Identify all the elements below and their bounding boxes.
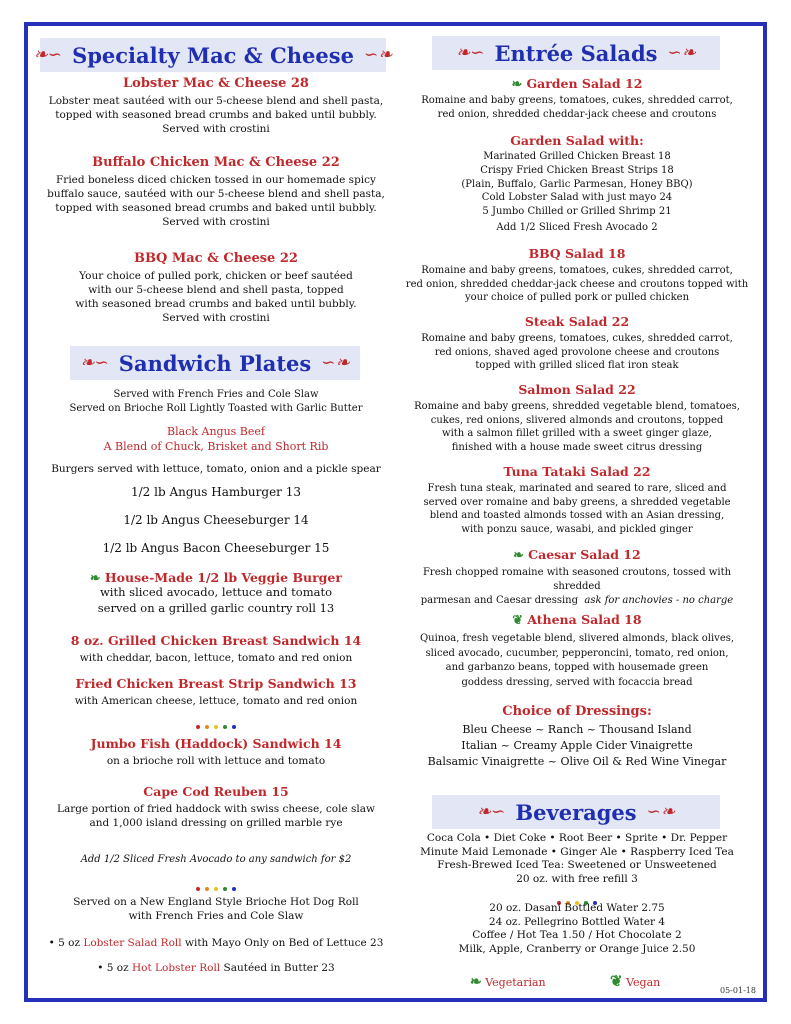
bbq-mac-title: BBQ Mac & Cheese 22 xyxy=(134,251,298,266)
legend-vegetarian: ❧ Vegetarian xyxy=(470,974,546,990)
swirl-ornament-icon: ❧∽ xyxy=(456,43,485,63)
swirl-ornament-icon: ❧∽ xyxy=(80,353,109,373)
salmon-salad-title: Salmon Salad 22 xyxy=(518,382,636,397)
swirl-ornament-icon: ❧∽ xyxy=(476,802,506,822)
tuna-salad-desc: Fresh tuna steak, marinated and seared to rare, sliced and served over romaine and baby greens, a shredded vegetable blend and toasted almonds tossed with an Asian dressing, with ponzu sauce, wasabi, and pickled ginger xyxy=(423,483,731,535)
steak-salad-desc: Romaine and baby greens, tomatoes, cukes, shredded carrot, red onions, shaved aged provolone cheese and croutons topped with grilled sliced flat iron steak xyxy=(421,333,733,371)
athena-salad-title: ❦ Athena Salad 18 xyxy=(512,612,642,627)
black-angus-note: Black Angus Beef A Blend of Chuck, Brisket and Short Rib xyxy=(103,425,329,453)
buffalo-mac-desc: Fried boneless diced chicken tossed in our homemade spicy buffalo sauce, sautéed with our 5-cheese blend and shell pasta, topped with seasoned bread crumbs and baked until bubbly. Served with crostini xyxy=(47,174,385,228)
grilled-chicken-desc: with cheddar, bacon, lettuce, tomato and red onion xyxy=(79,652,353,664)
hotdog-roll-note: Served on a New England Style Brioche Hot Dog Roll with French Fries and Cole Slaw xyxy=(73,896,359,922)
menu-date: 05-01-18 xyxy=(720,986,756,995)
bbq-mac-desc: Your choice of pulled pork, chicken or beef sautéed with our 5-cheese blend and shell pasta, topped with seasoned bread crumbs and baked until bubbly. Served with crostini xyxy=(75,270,357,324)
dots-divider-icon xyxy=(36,716,396,735)
burger-1: 1/2 lb Angus Hamburger 13 xyxy=(131,485,301,499)
fried-chicken-desc: with American cheese, lettuce, tomato and red onion xyxy=(74,695,358,707)
bbq-salad-desc: Romaine and baby greens, tomatoes, cukes, shredded carrot, red onion, shredded cheddar-jack cheese and croutons topped with your choice of pulled pork or pulled chicken xyxy=(405,265,749,303)
reuben-desc: Large portion of fried haddock with swiss cheese, cole slaw and 1,000 island dressing on grilled marble rye xyxy=(56,803,375,829)
burger-note: Burgers served with lettuce, tomato, onion and a pickle spear xyxy=(51,463,381,475)
beverages-list-1: Coca Cola • Diet Coke • Root Beer • Sprite • Dr. Pepper Minute Maid Lemonade • Ginger Ale • Raspberry Iced Tea Fresh-Brewed Iced Tea: Sweetened or Unsweetened 20 oz. with free refill 3 xyxy=(420,832,734,885)
beverages-list-2: 20 oz. Dasani Bottled Water 2.75 24 oz. Pellegrino Bottled Water 4 Coffee / Hot Tea 1.50 / Hot Chocolate 2 Milk, Apple, Cranberry or Orange Juice 2.50 xyxy=(458,902,696,955)
garden-salad-title: ❧ Garden Salad 12 xyxy=(511,76,643,91)
garden-with-title: Garden Salad with: xyxy=(510,133,644,148)
caesar-salad-desc: Fresh chopped romaine with seasoned croutons, tossed with shredded parmesan and Caesar dressing ask for anchovies - no charge xyxy=(420,567,734,606)
swirl-ornament-icon: ∽❧ xyxy=(667,43,696,63)
beverages-title: Beverages xyxy=(515,799,637,825)
tuna-salad-title: Tuna Tataki Salad 22 xyxy=(503,464,651,479)
veggie-burger: ❧ House-Made 1/2 lb Veggie Burger with sliced avocado, lettuce and tomato served on a grilled garlic country roll 13 xyxy=(90,570,342,615)
fish-sandwich-title: Jumbo Fish (Haddock) Sandwich 14 xyxy=(90,736,342,751)
fried-chicken-title: Fried Chicken Breast Strip Sandwich 13 xyxy=(75,676,357,691)
leaf-icon: ❦ xyxy=(610,972,623,990)
athena-salad-desc: Quinoa, fresh vegetable blend, slivered almonds, black olives, sliced avocado, cucumber, pepperoncini, tomato, red onion, and garbanzo beans, topped with housemade green goddess dressing, served with focaccia bread xyxy=(419,633,735,688)
swirl-ornament-icon: ∽❧ xyxy=(321,353,350,373)
buffalo-mac-title: Buffalo Chicken Mac & Cheese 22 xyxy=(92,155,340,170)
swirl-ornament-icon: ∽❧ xyxy=(363,45,393,65)
burger-3: 1/2 lb Angus Bacon Cheeseburger 15 xyxy=(102,541,330,555)
garden-with-items: Marinated Grilled Chicken Breast 18 Crispy Fried Chicken Breast Strips 18 (Plain, Buffalo, Garlic Parmesan, Honey BBQ) Cold Lobster Salad with just mayo 24 5 Jumbo Chilled or Grilled Shrimp 21 Add 1/2 Sliced Fresh Avocado 2 xyxy=(461,151,693,233)
sandwich-title: Sandwich Plates xyxy=(118,350,312,376)
beverages-banner xyxy=(432,795,720,829)
fish-sandwich-desc: on a brioche roll with lettuce and tomato xyxy=(106,755,326,767)
legend-vegan: ❦ Vegan xyxy=(610,972,661,990)
avocado-note: Add 1/2 Sliced Fresh Avocado to any sandwich for $2 xyxy=(80,854,352,865)
lobster-mac-title: Lobster Mac & Cheese 28 xyxy=(123,76,309,91)
salads-title: Entrée Salads xyxy=(494,40,658,66)
burger-2: 1/2 lb Angus Cheeseburger 14 xyxy=(123,513,309,527)
dressings-list: Bleu Cheese ~ Ranch ~ Thousand Island Italian ~ Creamy Apple Cider Vinaigrette Balsamic Vinaigrette ~ Olive Oil & Red Wine Vinegar xyxy=(427,723,727,768)
leaf-icon: ❧ xyxy=(513,547,524,562)
leaf-icon: ❧ xyxy=(90,570,101,585)
leaf-icon: ❧ xyxy=(511,76,523,91)
lobster-salad-roll: • 5 oz Lobster Salad Roll with Mayo Only on Bed of Lettuce 23 xyxy=(48,937,384,949)
leaf-icon: ❦ xyxy=(512,612,523,627)
caesar-salad-title: ❧ Caesar Salad 12 xyxy=(513,547,641,562)
salmon-salad-desc: Romaine and baby greens, shredded vegetable blend, tomatoes, cukes, red onions, slivered almonds and croutons, topped with a salmon fillet grilled with a sweet ginger glaze, finished with a house made sweet citrus dressing xyxy=(414,401,740,453)
mac-cheese-title: Specialty Mac & Cheese xyxy=(72,42,354,68)
mac-cheese-banner xyxy=(33,38,393,72)
salads-banner xyxy=(432,36,720,70)
sandwich-intro: Served with French Fries and Cole Slaw Served on Brioche Roll Lightly Toasted with Garlic Butter xyxy=(69,389,363,414)
sandwich-banner xyxy=(70,346,360,380)
lobster-mac-desc: Lobster meat sautéed with our 5-cheese blend and shell pasta, topped with seasoned bread crumbs and baked until bubbly. Served with crostini xyxy=(48,95,384,135)
leaf-icon: ❧ xyxy=(470,974,482,990)
swirl-ornament-icon: ∽❧ xyxy=(646,802,676,822)
steak-salad-title: Steak Salad 22 xyxy=(524,314,630,329)
grilled-chicken-title: 8 oz. Grilled Chicken Breast Sandwich 14 xyxy=(70,633,362,648)
hot-lobster-roll: • 5 oz Hot Lobster Roll Sautéed in Butter 23 xyxy=(97,962,335,974)
dressings-title: Choice of Dressings: xyxy=(502,704,652,719)
swirl-ornament-icon: ❧∽ xyxy=(33,45,63,65)
garden-salad-desc: Romaine and baby greens, tomatoes, cukes, shredded carrot, red onion, shredded cheddar-jack cheese and croutons xyxy=(421,95,733,120)
reuben-title: Cape Cod Reuben 15 xyxy=(143,784,289,799)
bbq-salad-title: BBQ Salad 18 xyxy=(528,246,626,261)
